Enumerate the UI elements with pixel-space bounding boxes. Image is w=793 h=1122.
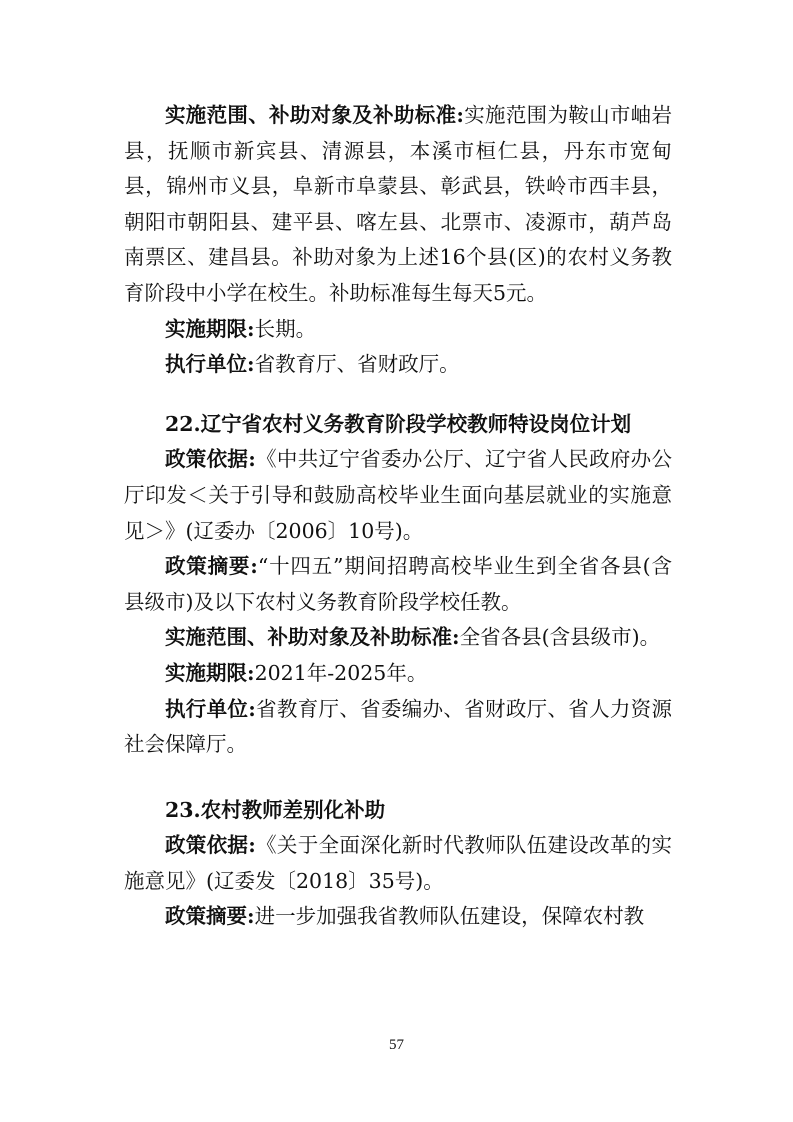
section-spacer bbox=[124, 763, 672, 793]
scope-paragraph bbox=[124, 620, 672, 656]
summary-text: “十四五”期间招聘高校毕业生到全省各县(含县级市)及以下农村义务教育阶段学校任教。 bbox=[124, 554, 672, 614]
period-paragraph bbox=[124, 656, 672, 692]
period-paragraph bbox=[124, 312, 672, 348]
section-spacer bbox=[124, 383, 672, 407]
basis-paragraph bbox=[124, 442, 672, 549]
summary-paragraph bbox=[124, 899, 672, 935]
period-label: 实施期限: bbox=[165, 316, 255, 341]
basis-label: 政策依据: bbox=[165, 833, 256, 858]
page-content bbox=[124, 98, 672, 935]
summary-label: 政策摘要: bbox=[165, 904, 255, 929]
basis-text: 《关于全面深化新时代教师队伍建设改革的实施意见》(辽委发〔2018〕35号)。 bbox=[124, 833, 672, 893]
unit-text: 省教育厅、省委编办、省财政厅、省人力资源社会保障厅。 bbox=[124, 696, 672, 757]
unit-text: 省教育厅、省财政厅。 bbox=[254, 352, 460, 377]
section-23-heading: 23.农村教师差别化补助 bbox=[165, 797, 386, 822]
period-text: 2021年-2025年。 bbox=[254, 660, 428, 685]
section-22-heading: 22.辽宁省农村义务教育阶段学校教师特设岗位计划 bbox=[165, 411, 632, 436]
period-text: 长期。 bbox=[254, 316, 317, 341]
unit-paragraph bbox=[124, 347, 672, 383]
scope-text: 全省各县(含县级市)。 bbox=[459, 625, 661, 650]
summary-paragraph bbox=[124, 549, 672, 620]
summary-text: 进一步加强我省教师队伍建设，保障农村教 bbox=[254, 904, 645, 929]
basis-label: 政策依据: bbox=[165, 447, 256, 472]
basis-text: 《中共辽宁省委办公厅、辽宁省人民政府办公厅印发＜关于引导和鼓励高校毕业生面向基层就业的实施意见＞》(辽委办〔2006〕10号)。 bbox=[124, 447, 672, 543]
basis-paragraph bbox=[124, 828, 672, 899]
scope-label: 实施范围、补助对象及补助标准: bbox=[165, 103, 464, 127]
scope-paragraph bbox=[124, 98, 672, 312]
summary-label: 政策摘要: bbox=[165, 554, 258, 579]
unit-label: 执行单位: bbox=[165, 696, 256, 721]
scope-label: 实施范围、补助对象及补助标准: bbox=[165, 625, 460, 650]
period-label: 实施期限: bbox=[165, 660, 255, 685]
page-number: 57 bbox=[389, 1037, 404, 1053]
scope-text: 实施范围为鞍山市岫岩县，抚顺市新宾县、清源县，本溪市桓仁县，丹东市宽甸县，锦州市义县，阜新市阜蒙县、彰武县，铁岭市西丰县，朝阳市朝阳县、建平县、喀左县、北票市、凌源市，葫芦岛南票区、建昌县。补助对象为上述16个县(区)的农村义务教育阶段中小学在校生。补助标准每生每天5元。 bbox=[124, 103, 672, 305]
unit-paragraph bbox=[124, 692, 672, 763]
unit-label: 执行单位: bbox=[165, 352, 255, 377]
